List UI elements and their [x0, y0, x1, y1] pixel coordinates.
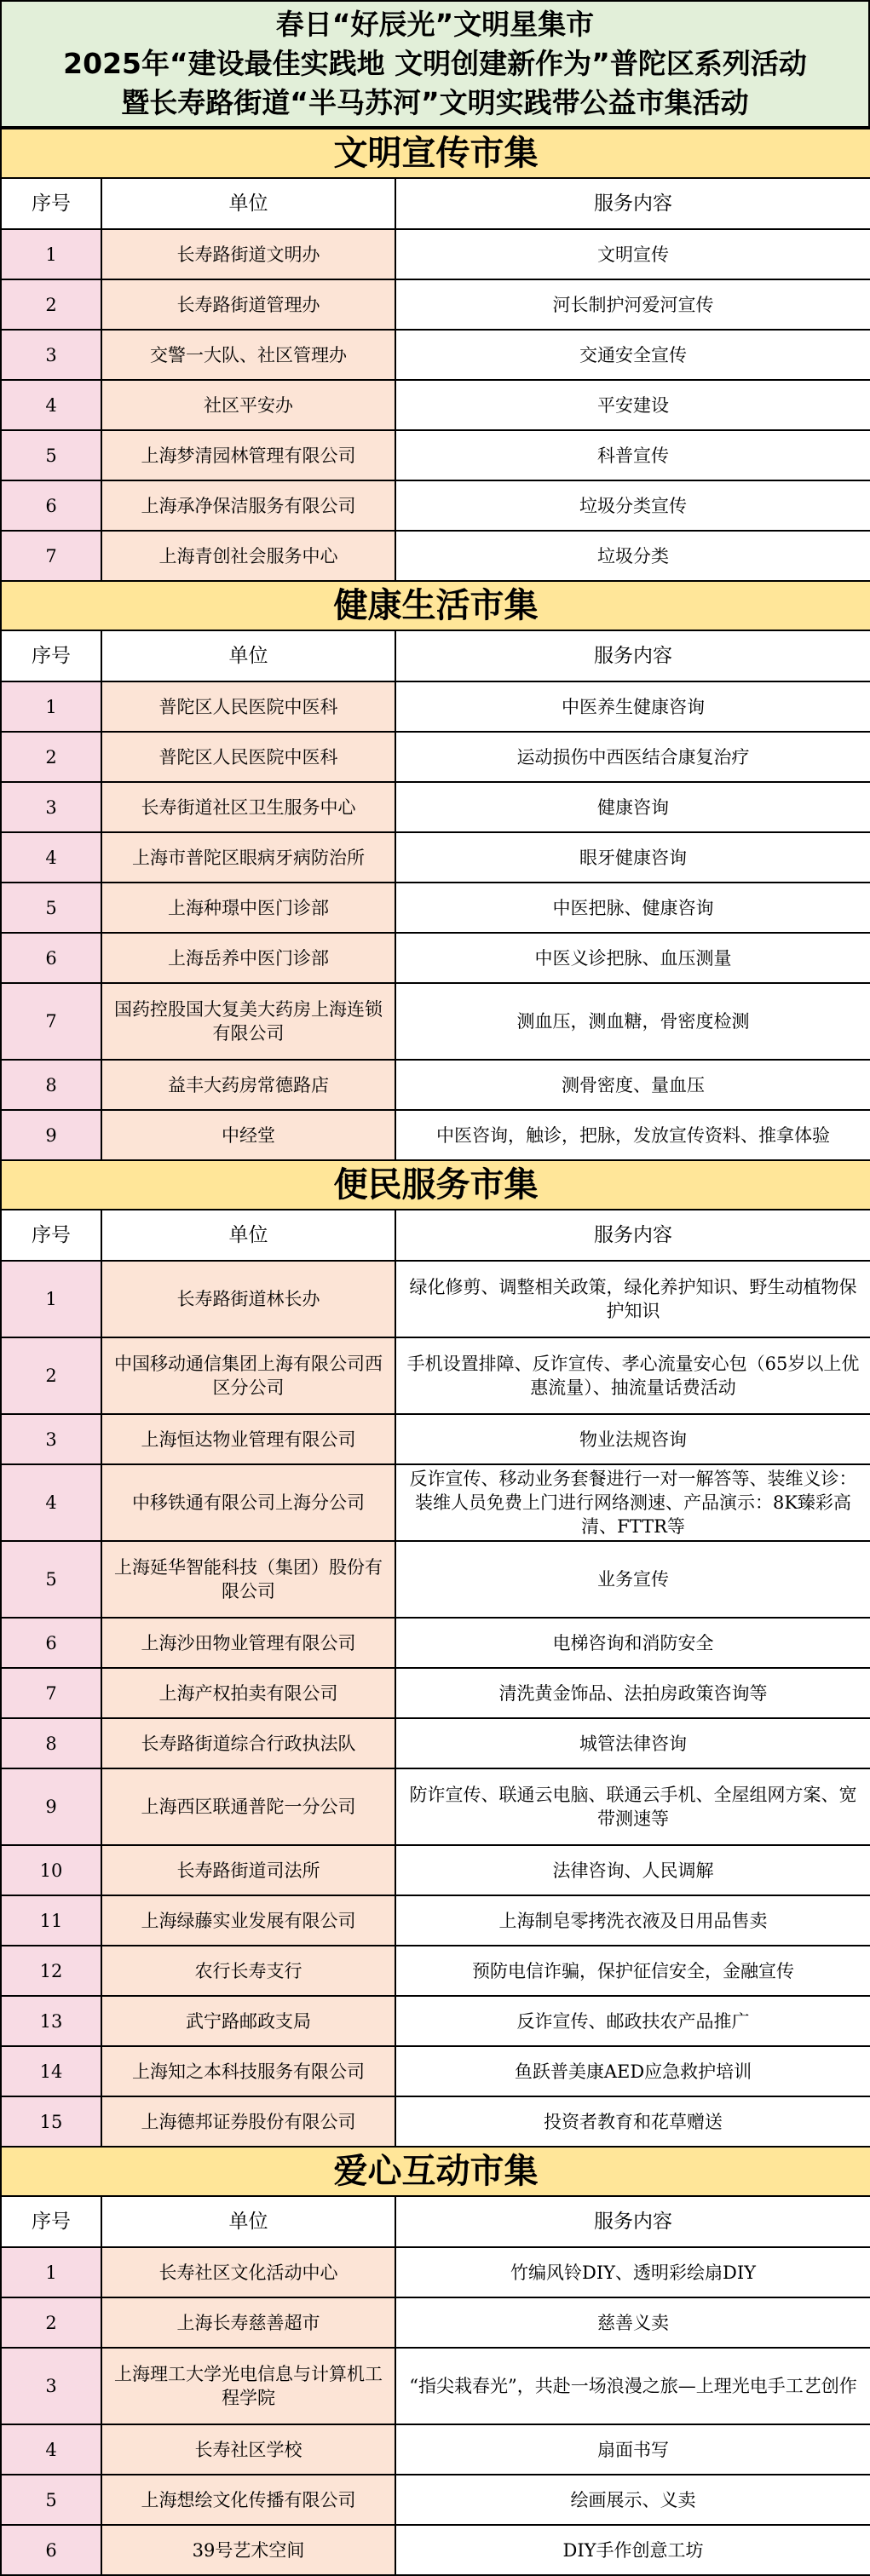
row-unit: 上海绿藤实业发展有限公司	[101, 1895, 395, 1946]
row-unit: 上海知之本科技服务有限公司	[101, 2046, 395, 2096]
column-header-no: 序号	[1, 178, 101, 229]
row-unit: 上海种璟中医门诊部	[101, 883, 395, 933]
title-line-2: 2025年“建设最佳实践地 文明创建新作为”普陀区系列活动	[63, 47, 807, 80]
column-header-unit: 单位	[101, 2196, 395, 2247]
row-service: 城管法律咨询	[395, 1718, 870, 1768]
table-row	[1, 1768, 870, 1845]
row-service: 防诈宣传、联通云电脑、联通云手机、全屋组网方案、宽带测速等	[395, 1768, 870, 1845]
row-number: 3	[1, 782, 101, 832]
row-unit: 长寿路街道管理办	[101, 279, 395, 330]
row-number: 1	[1, 2247, 101, 2297]
column-header-no: 序号	[1, 2196, 101, 2247]
table-row	[1, 933, 870, 983]
row-number: 4	[1, 832, 101, 883]
row-unit: 长寿街道社区卫生服务中心	[101, 782, 395, 832]
row-unit: 长寿社区学校	[101, 2424, 395, 2475]
row-service: 反诈宣传、邮政扶农产品推广	[395, 1996, 870, 2046]
column-header-no: 序号	[1, 630, 101, 681]
column-header-service: 服务内容	[395, 1210, 870, 1261]
row-service: 中医养生健康咨询	[395, 681, 870, 732]
column-header-service: 服务内容	[395, 2196, 870, 2247]
row-service: 中医咨询，触诊，把脉，发放宣传资料、推拿体验	[395, 1110, 870, 1160]
row-service: 预防电信诈骗，保护征信安全，金融宣传	[395, 1946, 870, 1996]
table-row	[1, 1946, 870, 1996]
row-unit: 上海延华智能科技（集团）股份有限公司	[101, 1541, 395, 1618]
section-header-row	[1, 129, 870, 178]
row-service: 健康咨询	[395, 782, 870, 832]
row-number: 5	[1, 2475, 101, 2525]
row-unit: 上海长寿慈善超市	[101, 2297, 395, 2348]
row-service: 反诈宣传、移动业务套餐进行一对一解答等、装维义诊：装维人员免费上门进行网络测速、产品演示：8K臻彩高清、FTTR等	[395, 1464, 870, 1541]
column-header-no: 序号	[1, 1210, 101, 1261]
section-title: 便民服务市集	[1, 1160, 870, 1210]
row-service: 慈善义卖	[395, 2297, 870, 2348]
row-service: 科普宣传	[395, 430, 870, 480]
row-number: 6	[1, 480, 101, 531]
table-row	[1, 832, 870, 883]
table-row	[1, 2046, 870, 2096]
row-number: 4	[1, 380, 101, 430]
column-header-service: 服务内容	[395, 630, 870, 681]
table-row	[1, 2475, 870, 2525]
row-service: 垃圾分类宣传	[395, 480, 870, 531]
table-row	[1, 1718, 870, 1768]
table-row	[1, 681, 870, 732]
row-unit: 上海承净保洁服务有限公司	[101, 480, 395, 531]
column-header-row	[1, 2196, 870, 2247]
row-service: “指尖栽春光”，共赴一场浪漫之旅—上理光电手工艺创作	[395, 2348, 870, 2424]
table-row	[1, 1618, 870, 1668]
table-row	[1, 1060, 870, 1110]
table-row	[1, 330, 870, 380]
row-number: 3	[1, 1414, 101, 1464]
row-number: 9	[1, 1768, 101, 1845]
row-service: 垃圾分类	[395, 531, 870, 581]
row-number: 5	[1, 1541, 101, 1618]
row-number: 14	[1, 2046, 101, 2096]
row-service: 鱼跃普美康AED应急救护培训	[395, 2046, 870, 2096]
table-row	[1, 1464, 870, 1541]
title-line-3: 暨长寿路街道“半马苏河”文明实践带公益市集活动	[121, 86, 749, 119]
table-row	[1, 782, 870, 832]
table-row	[1, 2424, 870, 2475]
row-unit: 国药控股国大复美大药房上海连锁有限公司	[101, 983, 395, 1060]
row-service: 扇面书写	[395, 2424, 870, 2475]
table-row	[1, 1996, 870, 2046]
row-number: 2	[1, 732, 101, 782]
row-number: 8	[1, 1060, 101, 1110]
table-row	[1, 1414, 870, 1464]
table-row	[1, 430, 870, 480]
row-service: 竹编风铃DIY、透明彩绘扇DIY	[395, 2247, 870, 2297]
row-unit: 社区平安办	[101, 380, 395, 430]
row-unit: 上海产权拍卖有限公司	[101, 1668, 395, 1718]
row-number: 7	[1, 1668, 101, 1718]
row-number: 11	[1, 1895, 101, 1946]
row-service: DIY手作创意工坊	[395, 2525, 870, 2575]
table-row	[1, 983, 870, 1060]
row-unit: 益丰大药房常德路店	[101, 1060, 395, 1110]
table-row	[1, 380, 870, 430]
column-header-service: 服务内容	[395, 178, 870, 229]
row-number: 1	[1, 1261, 101, 1337]
column-header-row	[1, 630, 870, 681]
row-unit: 长寿路街道文明办	[101, 229, 395, 279]
row-service: 文明宣传	[395, 229, 870, 279]
section-header-row	[1, 1160, 870, 1210]
section-title: 爱心互动市集	[1, 2147, 870, 2196]
table-row	[1, 2297, 870, 2348]
row-service: 平安建设	[395, 380, 870, 430]
row-unit: 交警一大队、社区管理办	[101, 330, 395, 380]
row-unit: 中国移动通信集团上海有限公司西区分公司	[101, 1337, 395, 1414]
table-row	[1, 480, 870, 531]
table-row	[1, 229, 870, 279]
row-number: 3	[1, 330, 101, 380]
row-unit: 上海德邦证券股份有限公司	[101, 2096, 395, 2147]
row-service: 上海制皂零拷洗衣液及日用品售卖	[395, 1895, 870, 1946]
row-unit: 武宁路邮政支局	[101, 1996, 395, 2046]
row-unit: 长寿路街道司法所	[101, 1845, 395, 1895]
row-unit: 上海理工大学光电信息与计算机工程学院	[101, 2348, 395, 2424]
row-number: 15	[1, 2096, 101, 2147]
column-header-unit: 单位	[101, 1210, 395, 1261]
row-number: 5	[1, 883, 101, 933]
title-block	[0, 0, 870, 128]
row-unit: 上海想绘文化传播有限公司	[101, 2475, 395, 2525]
row-unit: 39号艺术空间	[101, 2525, 395, 2575]
table-row	[1, 2348, 870, 2424]
row-number: 2	[1, 279, 101, 330]
row-service: 测血压，测血糖，骨密度检测	[395, 983, 870, 1060]
section-title: 健康生活市集	[1, 581, 870, 630]
row-service: 清洗黄金饰品、法拍房政策咨询等	[395, 1668, 870, 1718]
table-row	[1, 531, 870, 581]
table-row	[1, 1895, 870, 1946]
row-unit: 农行长寿支行	[101, 1946, 395, 1996]
row-service: 法律咨询、人民调解	[395, 1845, 870, 1895]
column-header-unit: 单位	[101, 178, 395, 229]
column-header-row	[1, 178, 870, 229]
row-number: 4	[1, 1464, 101, 1541]
row-number: 10	[1, 1845, 101, 1895]
row-number: 5	[1, 430, 101, 480]
row-number: 9	[1, 1110, 101, 1160]
row-number: 7	[1, 531, 101, 581]
table-row	[1, 1668, 870, 1718]
table-row	[1, 2247, 870, 2297]
row-service: 手机设置排障、反诈宣传、孝心流量安心包（65岁以上优惠流量）、抽流量话费活动	[395, 1337, 870, 1414]
row-unit: 中经堂	[101, 1110, 395, 1160]
row-service: 运动损伤中西医结合康复治疗	[395, 732, 870, 782]
row-service: 绿化修剪、调整相关政策，绿化养护知识、野生动植物保护知识	[395, 1261, 870, 1337]
row-unit: 上海西区联通普陀一分公司	[101, 1768, 395, 1845]
table-row	[1, 732, 870, 782]
column-header-row	[1, 1210, 870, 1261]
row-unit: 上海恒达物业管理有限公司	[101, 1414, 395, 1464]
table-row	[1, 1541, 870, 1618]
row-service: 业务宣传	[395, 1541, 870, 1618]
row-service: 中医义诊把脉、血压测量	[395, 933, 870, 983]
column-header-unit: 单位	[101, 630, 395, 681]
row-number: 6	[1, 2525, 101, 2575]
section-header-row	[1, 581, 870, 630]
row-unit: 上海沙田物业管理有限公司	[101, 1618, 395, 1668]
row-number: 3	[1, 2348, 101, 2424]
row-service: 绘画展示、义卖	[395, 2475, 870, 2525]
row-unit: 普陀区人民医院中医科	[101, 681, 395, 732]
table-row	[1, 1845, 870, 1895]
row-number: 2	[1, 1337, 101, 1414]
row-unit: 普陀区人民医院中医科	[101, 732, 395, 782]
table-row	[1, 2096, 870, 2147]
row-number: 8	[1, 1718, 101, 1768]
row-service: 中医把脉、健康咨询	[395, 883, 870, 933]
table-row	[1, 1337, 870, 1414]
table-row	[1, 1110, 870, 1160]
row-unit: 长寿社区文化活动中心	[101, 2247, 395, 2297]
row-unit: 长寿路街道林长办	[101, 1261, 395, 1337]
row-number: 1	[1, 229, 101, 279]
row-service: 物业法规咨询	[395, 1414, 870, 1464]
title-line-1: 春日“好辰光”文明星集市	[275, 8, 595, 41]
row-service: 河长制护河爱河宣传	[395, 279, 870, 330]
row-unit: 中移铁通有限公司上海分公司	[101, 1464, 395, 1541]
table-row	[1, 883, 870, 933]
row-number: 1	[1, 681, 101, 732]
table-row	[1, 1261, 870, 1337]
row-service: 交通安全宣传	[395, 330, 870, 380]
row-service: 投资者教育和花草赠送	[395, 2096, 870, 2147]
row-number: 7	[1, 983, 101, 1060]
row-number: 13	[1, 1996, 101, 2046]
row-service: 测骨密度、量血压	[395, 1060, 870, 1110]
section-title: 文明宣传市集	[1, 129, 870, 178]
row-unit: 上海青创社会服务中心	[101, 531, 395, 581]
market-table	[0, 128, 870, 2576]
row-number: 2	[1, 2297, 101, 2348]
row-number: 6	[1, 933, 101, 983]
row-unit: 长寿路街道综合行政执法队	[101, 1718, 395, 1768]
row-number: 6	[1, 1618, 101, 1668]
row-service: 电梯咨询和消防安全	[395, 1618, 870, 1668]
table-row	[1, 2525, 870, 2575]
row-number: 12	[1, 1946, 101, 1996]
table-row	[1, 279, 870, 330]
row-number: 4	[1, 2424, 101, 2475]
row-service: 眼牙健康咨询	[395, 832, 870, 883]
row-unit: 上海梦清园林管理有限公司	[101, 430, 395, 480]
row-unit: 上海市普陀区眼病牙病防治所	[101, 832, 395, 883]
row-unit: 上海岳养中医门诊部	[101, 933, 395, 983]
section-header-row	[1, 2147, 870, 2196]
